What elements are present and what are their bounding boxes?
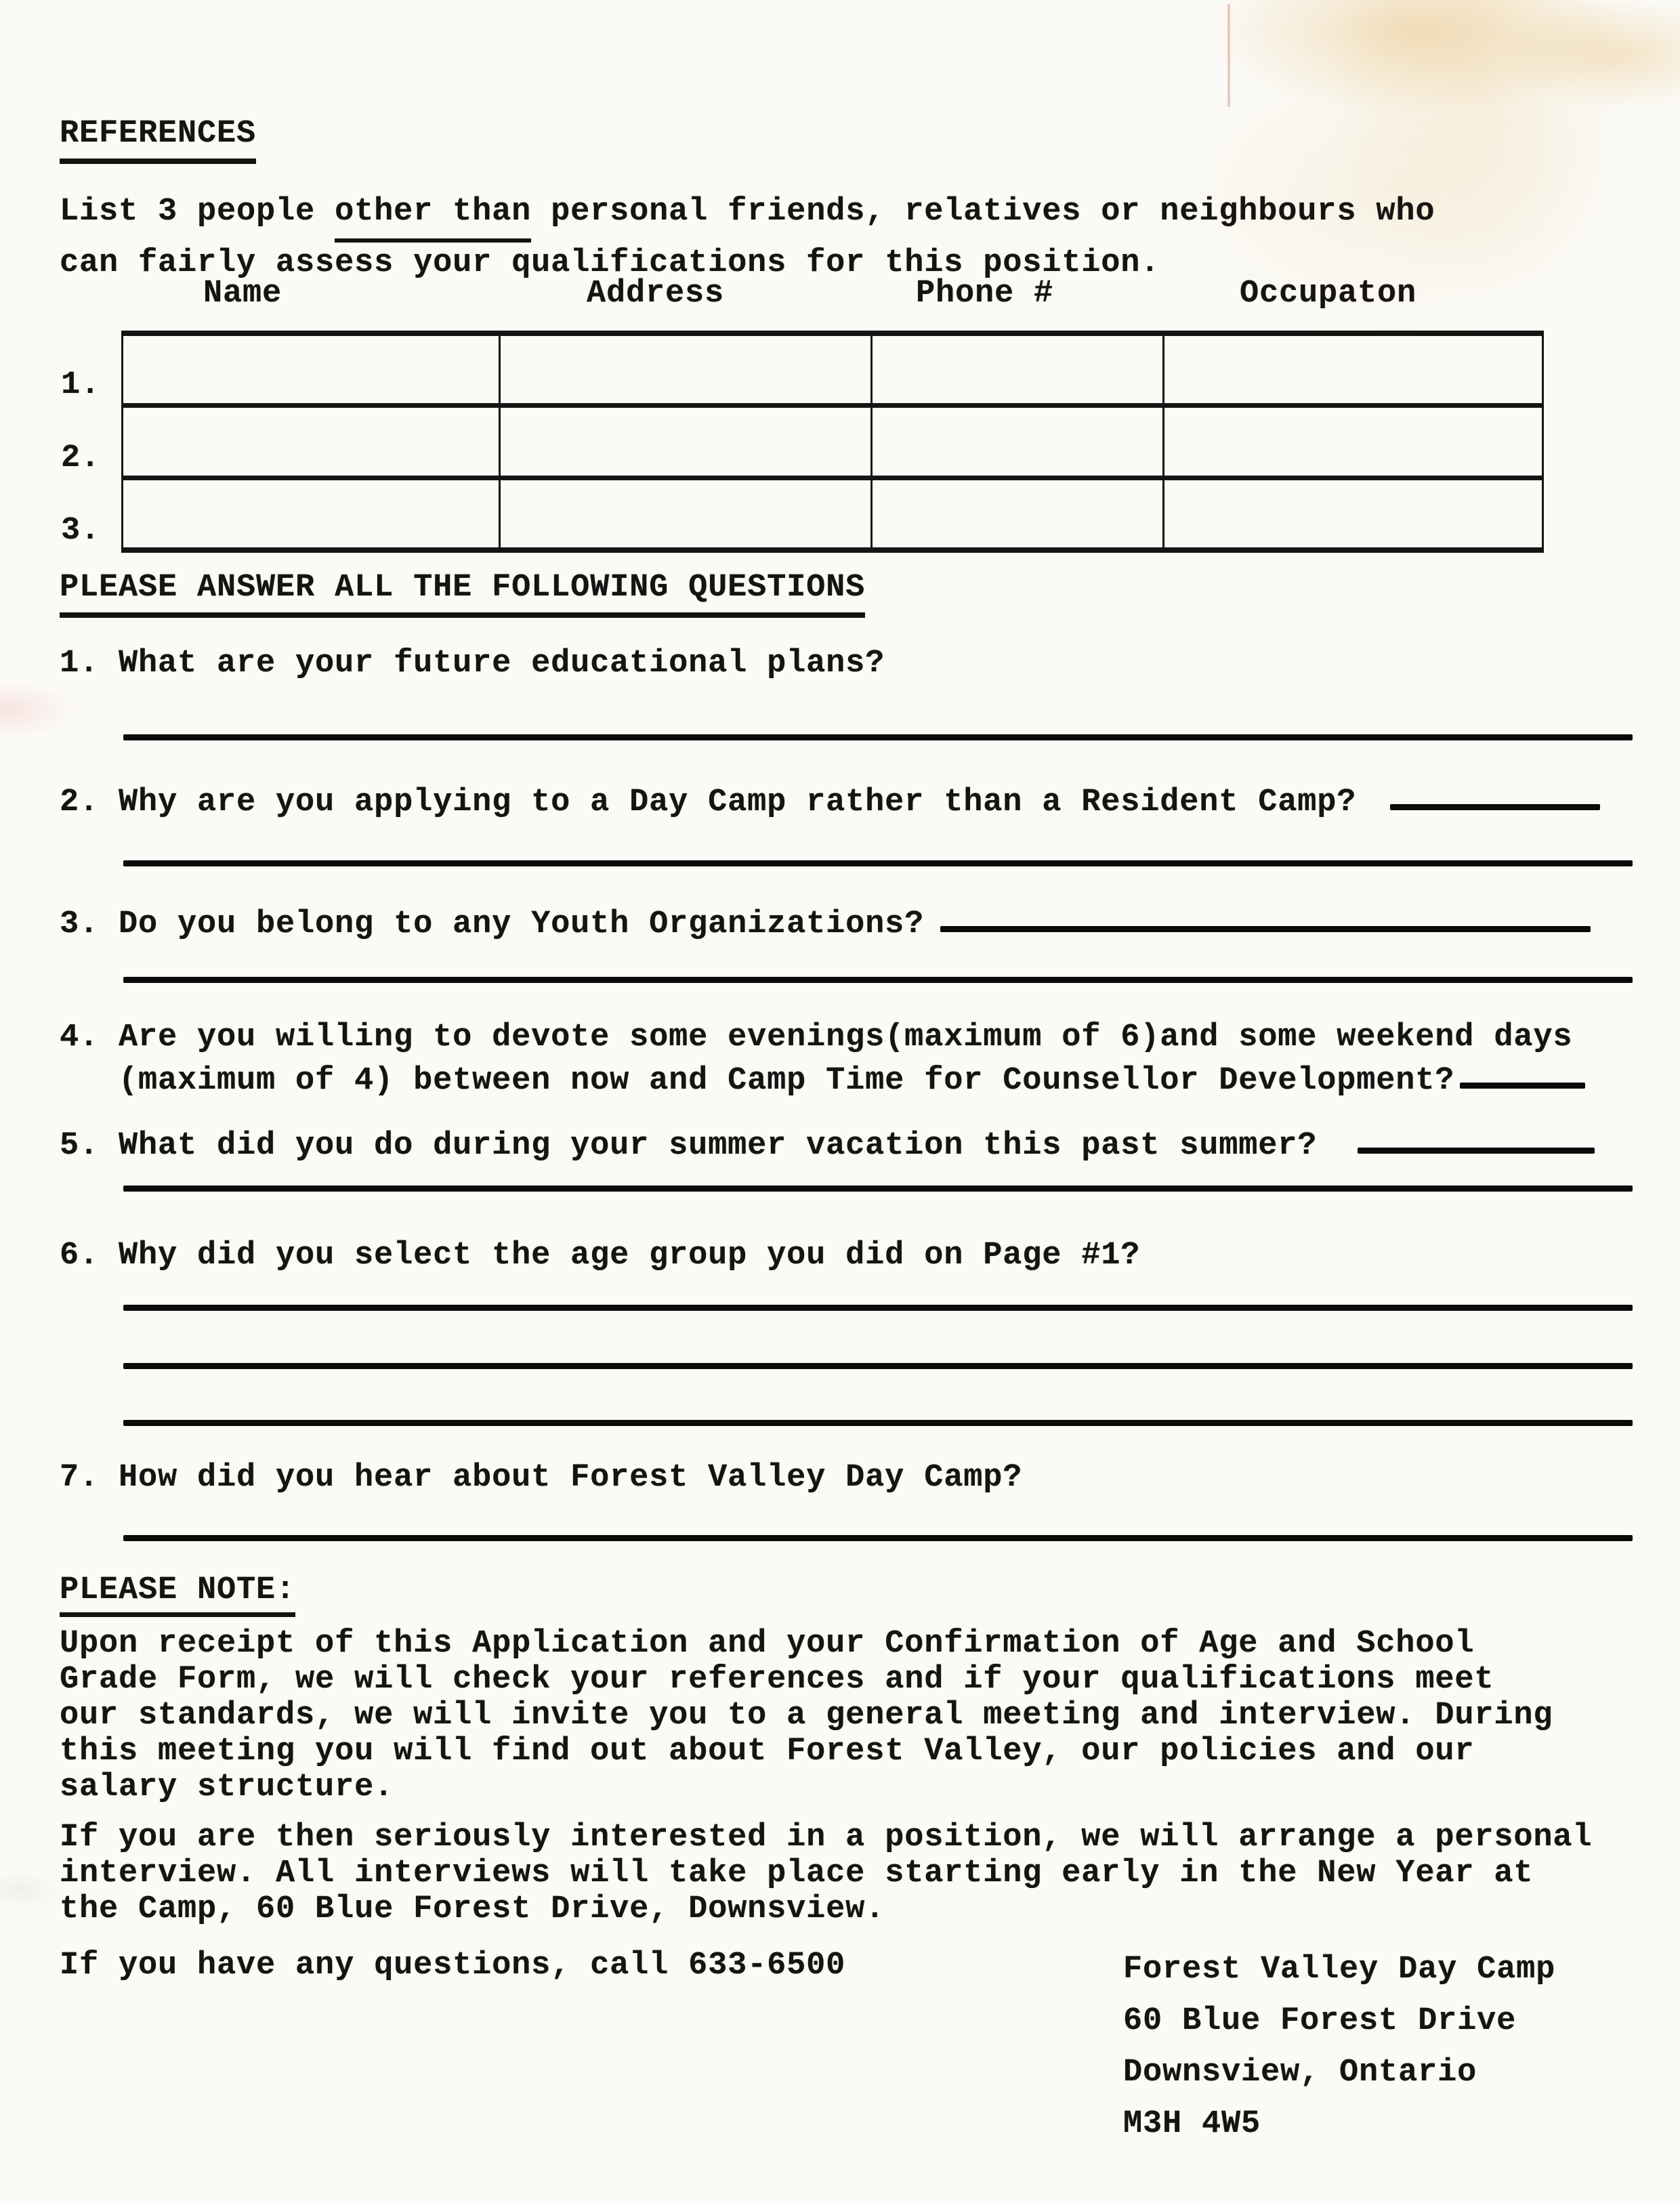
- address-line: Downsview, Ontario: [1123, 2055, 1477, 2091]
- question-text-line-1: Are you willing to devote some evenings(maximum of 6)and some weekend days: [119, 1020, 1573, 1055]
- table-cell-name: [123, 336, 501, 403]
- question-text-content: (maximum of 4) between now and Camp Time for Counsellor Development?: [119, 1063, 1455, 1099]
- paragraph-line: our standards, we will invite you to a general meeting and interview. During: [60, 1698, 1553, 1734]
- references-heading-text: REFERENCES: [60, 117, 256, 164]
- question-text: [119, 1016, 1585, 1103]
- column-header-occupation: Occupaton: [1240, 276, 1417, 312]
- answer-line: [123, 1420, 1633, 1426]
- table-cell-occupation: [1164, 480, 1542, 547]
- question-number: 5.: [60, 1128, 100, 1164]
- question-number: 3.: [60, 906, 100, 942]
- question-text: How did you hear about Forest Valley Day Camp?: [119, 1460, 1023, 1496]
- table-cell-occupation: [1164, 408, 1542, 475]
- table-row: [123, 480, 1542, 547]
- note-heading-text: PLEASE NOTE:: [60, 1573, 295, 1617]
- reference-row-number: 2.: [61, 440, 101, 476]
- table-row: [123, 408, 1542, 480]
- question-text: [119, 781, 1600, 824]
- note-paragraph-2: [60, 1820, 1592, 1927]
- table-cell-address: [501, 480, 873, 547]
- paragraph-line: If you are then seriously interested in a position, we will arrange a personal: [60, 1820, 1593, 1855]
- table-cell-phone: [873, 336, 1164, 403]
- address-line: M3H 4W5: [1123, 2106, 1261, 2142]
- answer-line: [123, 734, 1633, 740]
- question-text-line-2: [119, 1059, 1585, 1103]
- question-text-content: Do you belong to any Youth Organizations?: [119, 906, 925, 942]
- paragraph-line: salary structure.: [60, 1769, 394, 1805]
- table-cell-phone: [873, 408, 1164, 475]
- question-1: [60, 642, 885, 686]
- answer-line: [123, 1535, 1633, 1541]
- question-text: What are your future educational plans?: [119, 646, 885, 681]
- reference-row-number: 1.: [61, 367, 101, 403]
- intro-underlined-phrase: other than: [335, 191, 531, 243]
- question-number: 4.: [60, 1020, 100, 1055]
- inline-answer-line: [1460, 1083, 1585, 1089]
- paragraph-line: Upon receipt of this Application and your Confirmation of Age and School: [60, 1626, 1475, 1662]
- note-section-heading: [60, 1573, 295, 1617]
- questions-section-heading: [60, 570, 865, 618]
- paragraph-line: the Camp, 60 Blue Forest Drive, Downsview.: [60, 1891, 885, 1927]
- question-number: 7.: [60, 1460, 100, 1496]
- table-cell-phone: [873, 480, 1164, 547]
- question-text: [119, 903, 1591, 946]
- table-cell-name: [123, 480, 501, 547]
- references-heading: [60, 117, 256, 164]
- column-header-phone: Phone #: [916, 276, 1054, 312]
- intro-line-1: [60, 191, 1435, 243]
- table-cell-address: [501, 336, 873, 403]
- paragraph-line: Grade Form, we will check your references and if your qualifications meet: [60, 1662, 1494, 1698]
- address-block: [1123, 1944, 1555, 2150]
- references-table: [121, 331, 1544, 553]
- question-7: [60, 1456, 1022, 1500]
- note-paragraph-1: [60, 1626, 1553, 1805]
- references-intro: [60, 191, 1435, 285]
- answer-line: [123, 860, 1633, 866]
- paragraph-line: this meeting you will find out about Forest Valley, our policies and our: [60, 1734, 1475, 1769]
- inline-answer-line: [1358, 1148, 1595, 1154]
- question-3: [60, 903, 1591, 946]
- answer-line: [123, 1305, 1633, 1311]
- question-number: 1.: [60, 646, 100, 681]
- answer-line: [123, 977, 1633, 983]
- contact-line: If you have any questions, call 633-6500: [60, 1948, 846, 1984]
- red-pencil-mark: [1227, 4, 1230, 107]
- intro-line-2: can fairly assess your qualifications for this position.: [60, 245, 1160, 281]
- column-header-name: Name: [203, 276, 282, 312]
- question-5: [60, 1125, 1595, 1168]
- table-cell-occupation: [1164, 336, 1542, 403]
- question-text-content: What did you do during your summer vacation this past summer?: [119, 1128, 1318, 1164]
- inline-answer-line: [940, 926, 1591, 932]
- answer-line: [123, 1363, 1633, 1369]
- intro-line1-post: personal friends, relatives or neighbours who: [531, 194, 1435, 230]
- question-number: 6.: [60, 1238, 100, 1274]
- question-6: [60, 1234, 1140, 1278]
- question-2: [60, 781, 1600, 824]
- question-number: 2.: [60, 784, 100, 820]
- question-text-content: Why are you applying to a Day Camp rather than a Resident Camp?: [119, 784, 1357, 820]
- reference-row-number: 3.: [61, 513, 101, 549]
- intro-line1-pre: List 3 people: [60, 194, 335, 230]
- question-4: [60, 1016, 1585, 1103]
- paragraph-line: interview. All interviews will take place starting early in the New Year at: [60, 1855, 1534, 1891]
- questions-heading-text: PLEASE ANSWER ALL THE FOLLOWING QUESTIONS: [60, 570, 865, 618]
- table-cell-name: [123, 408, 501, 475]
- table-row: [123, 336, 1542, 408]
- table-cell-address: [501, 408, 873, 475]
- column-header-address: Address: [587, 276, 725, 312]
- inline-answer-line: [1390, 804, 1600, 810]
- answer-line: [123, 1186, 1633, 1192]
- address-line: 60 Blue Forest Drive: [1123, 2003, 1517, 2039]
- address-line: Forest Valley Day Camp: [1123, 1952, 1556, 1988]
- question-text: Why did you select the age group you did on Page #1?: [119, 1238, 1141, 1274]
- question-text: [119, 1125, 1595, 1168]
